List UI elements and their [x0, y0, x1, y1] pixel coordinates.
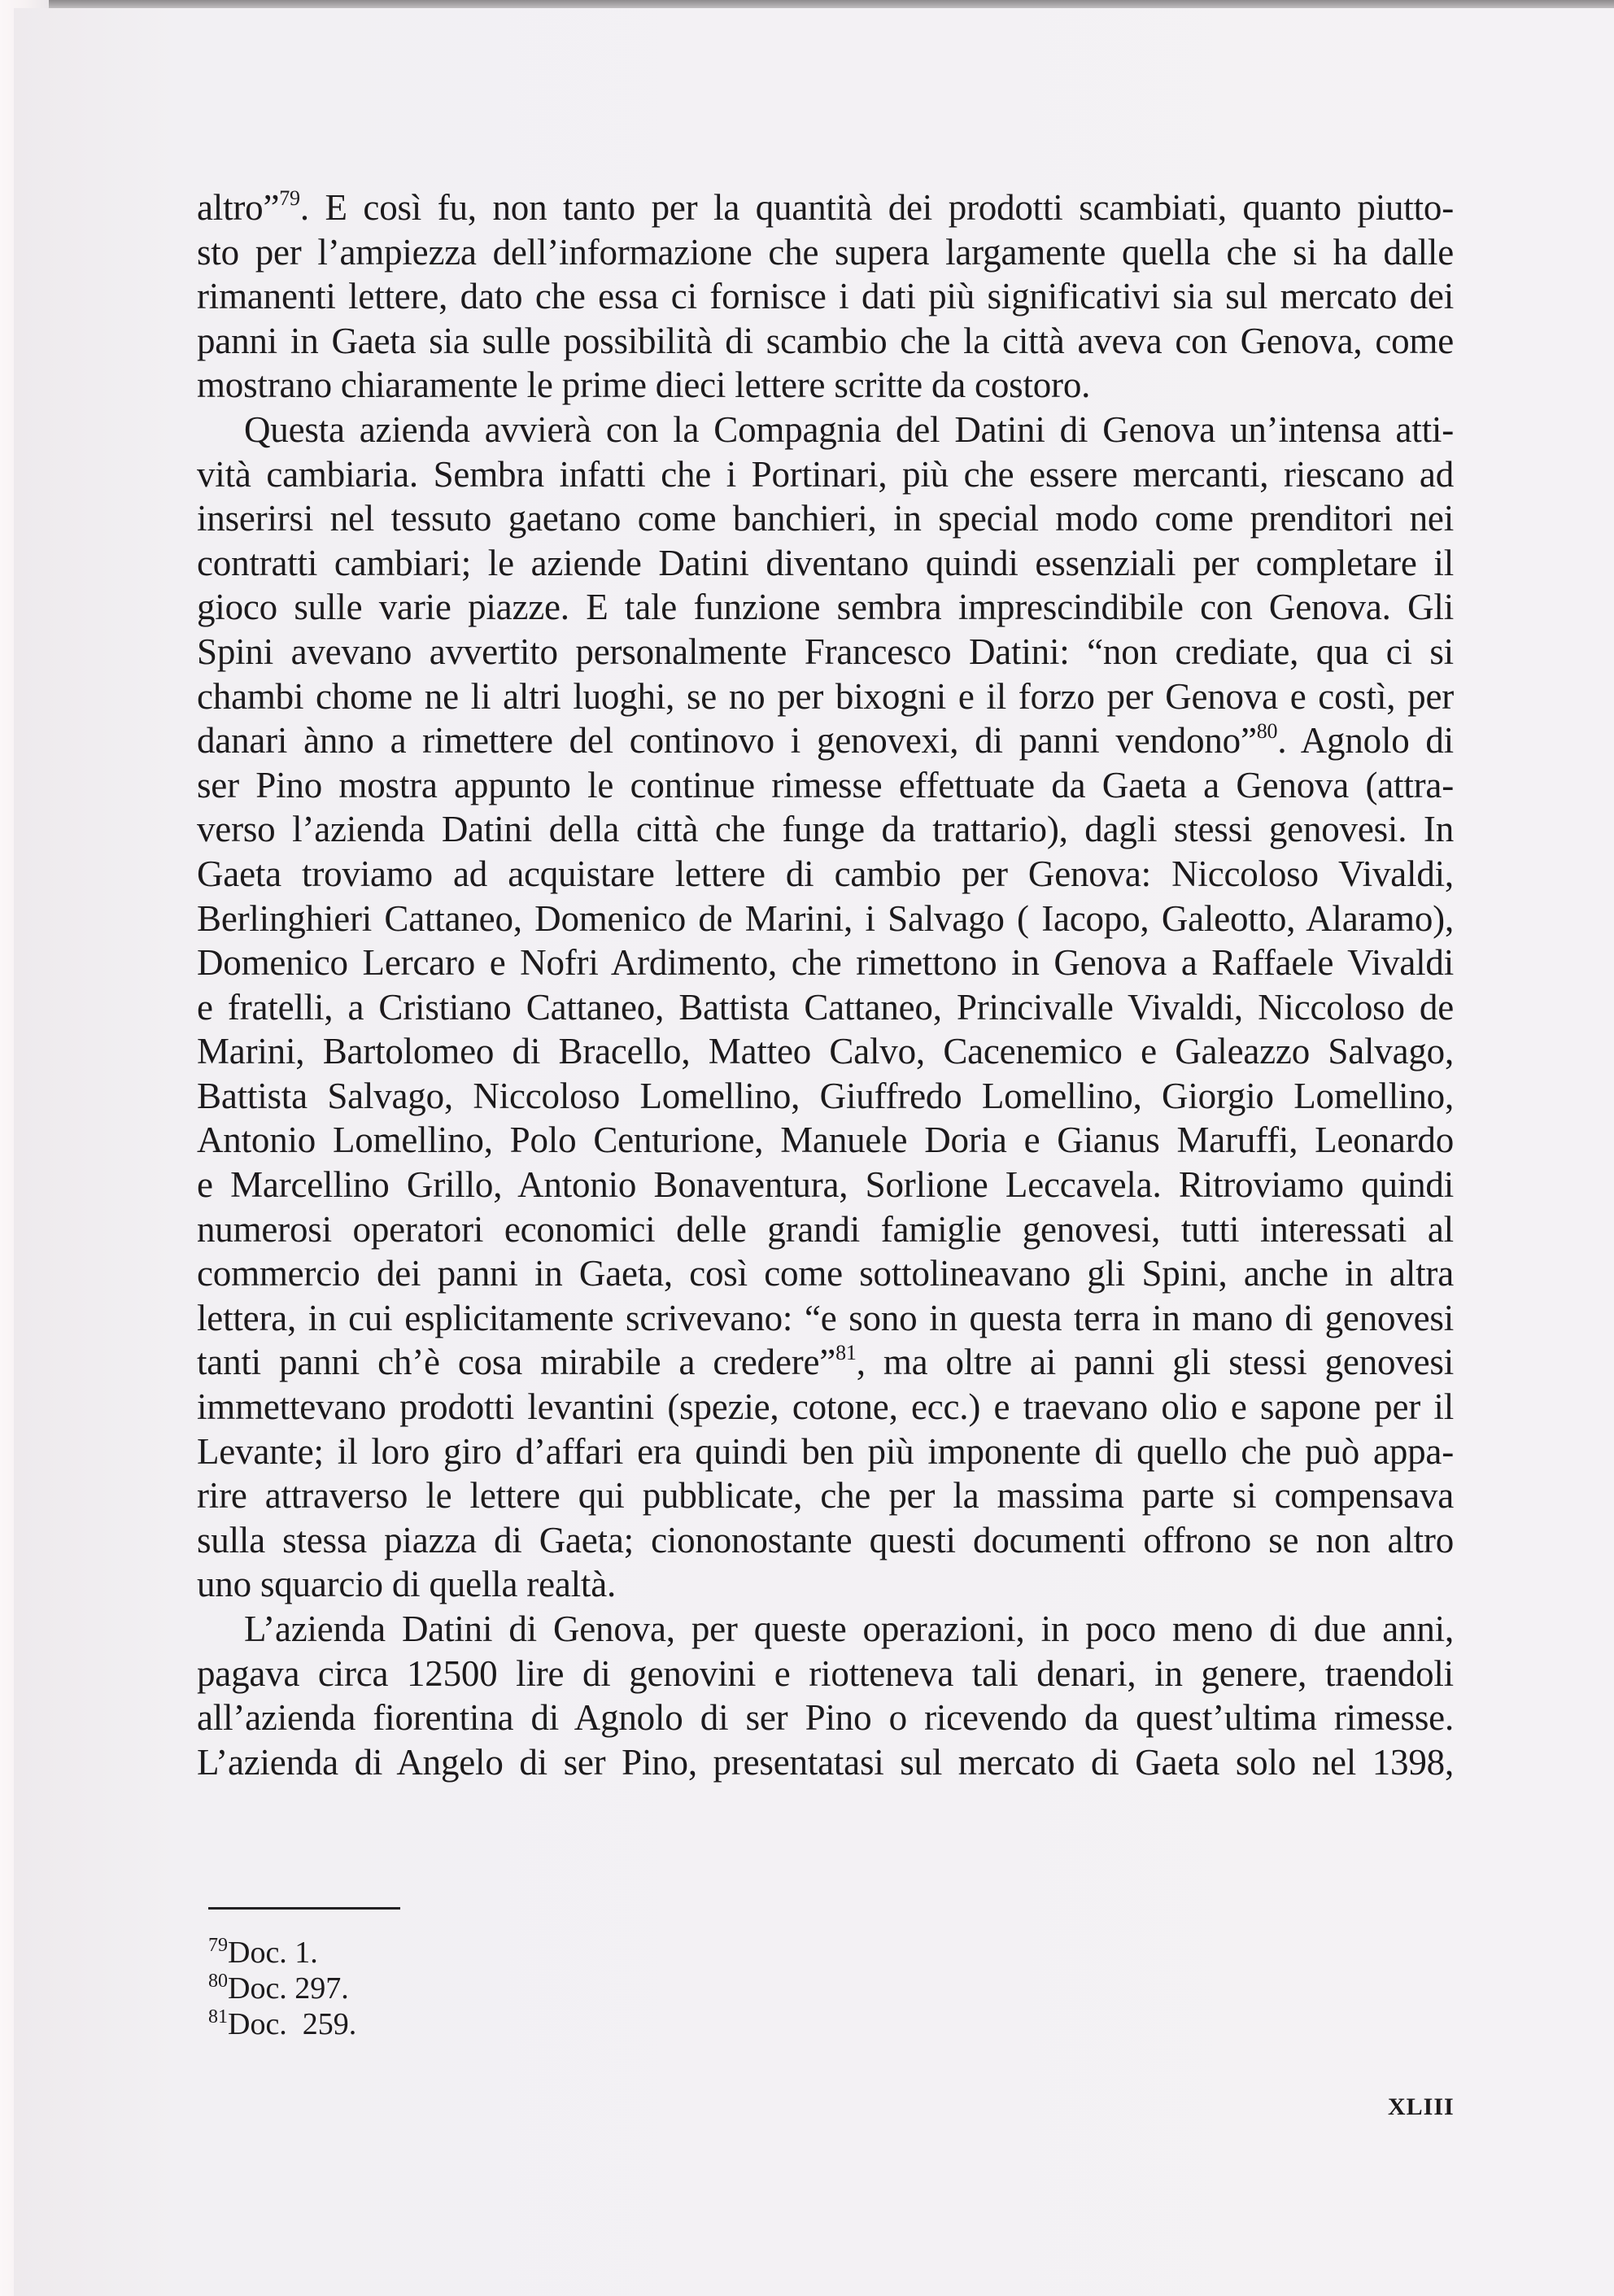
footnote-79: [208, 1935, 356, 1971]
text-run: contratti cambiari; le aziende Datini diventano quindi essenziali per completare il: [197, 542, 1454, 583]
footnote-number: 79: [208, 1935, 228, 1956]
text-line: [197, 718, 1454, 763]
text-line: [197, 1118, 1454, 1163]
text-line: [197, 1296, 1454, 1341]
text-line: [197, 1074, 1454, 1119]
text-line: [197, 674, 1454, 719]
text-run: commercio dei panni in Gaeta, così come sottolineavano gli Spini, anche in altra: [197, 1253, 1454, 1294]
text-run: Spini avevano avvertito personalmente Francesco Datini: “non crediate, qua ci si: [197, 631, 1454, 672]
text-run: uno squarcio di quella realtà.: [197, 1564, 617, 1605]
text-run: all’azienda fiorentina di Agnolo di ser Pino o ricevendo da quest’ultima rimesse.: [197, 1697, 1454, 1739]
text-line: [197, 1163, 1454, 1207]
text-line: [197, 1207, 1454, 1252]
text-run: Levante; il loro giro d’affari era quindi ben più imponente di quello che può appa-: [197, 1430, 1454, 1472]
footnote-reference[interactable]: 80: [1256, 719, 1278, 744]
text-line: [197, 941, 1454, 985]
text-line: [197, 1562, 1454, 1607]
text-run: L’azienda di Angelo di ser Pino, presentatasi sul mercato di Gaeta solo nel 1398,: [197, 1741, 1454, 1783]
text-line: [197, 1430, 1454, 1474]
text-line: [197, 319, 1454, 364]
text-run: tanti panni ch’è cosa mirabile a credere”: [197, 1342, 836, 1383]
text-run: Marini, Bartolomeo di Bracello, Matteo Calvo, Cacenemico e Galeazzo Salvago,: [197, 1031, 1454, 1072]
text-line: [197, 897, 1454, 941]
text-run: ser Pino mostra appunto le continue rimesse effettuate da Gaeta a Genova (attra-: [197, 764, 1454, 805]
text-line: [197, 363, 1454, 408]
text-run: danari ànno a rimettere del continovo i genovexi, di panni vendono”: [197, 720, 1257, 762]
text-line: [197, 186, 1454, 230]
text-run: rire attraverso le lettere qui pubblicate, che per la massima parte si compensava: [197, 1475, 1454, 1517]
text-run: vità cambiaria. Sembra infatti che i Portinari, più che essere mercanti, riescano ad: [197, 453, 1454, 495]
text-line: [197, 541, 1454, 586]
footnote-80: [208, 1971, 356, 2006]
text-run: sto per l’ampiezza dell’informazione che supera largamente quella che si ha dalle: [197, 231, 1454, 273]
footnote-number: 80: [208, 1971, 228, 1992]
text-line: [197, 1607, 1454, 1652]
footnote-reference[interactable]: 81: [835, 1341, 857, 1365]
text-run: inserirsi nel tessuto gaetano come banchieri, in special modo come prenditori nei: [197, 498, 1454, 539]
text-line: [197, 763, 1454, 808]
footnote-text: Doc. 259.: [228, 2007, 357, 2041]
text-line: [197, 985, 1454, 1030]
text-run: Domenico Lercaro e Nofri Ardimento, che rimettono in Genova a Raffaele Vivaldi: [197, 942, 1454, 984]
text-run: Battista Salvago, Niccoloso Lomellino, Giuffredo Lomellino, Giorgio Lomellino,: [197, 1075, 1454, 1116]
text-line: [197, 1251, 1454, 1296]
text-run: Berlinghieri Cattaneo, Domenico de Marini, i Salvago ( Iacopo, Galeotto, Alaramo),: [197, 897, 1454, 939]
text-line: [197, 452, 1454, 497]
text-line: [197, 1518, 1454, 1563]
text-run: verso l’azienda Datini della città che funge da trattario), dagli stessi genovesi. In: [197, 809, 1454, 850]
text-run: . E così fu, non tanto per la quantità dei prodotti scambiati, quanto piutto-: [299, 187, 1454, 228]
page-number: XLIII: [1388, 2093, 1455, 2120]
text-line: [197, 585, 1454, 630]
text-run: chambi chome ne li altri luoghi, se no per bixogni e il forzo per Genova e costì, per: [197, 675, 1454, 717]
footnote-text: Doc. 1.: [228, 1936, 318, 1970]
footnote-text: Doc. 297.: [228, 1971, 349, 2006]
text-line: [197, 274, 1454, 319]
paragraph: [197, 408, 1454, 1607]
text-line: [197, 1652, 1454, 1696]
text-run: e Marcellino Grillo, Antonio Bonaventura, Sorlione Leccavela. Ritroviamo quindi: [197, 1164, 1454, 1206]
text-run: pagava circa 12500 lire di genovini e riotteneva tali denari, in genere, traendoli: [197, 1652, 1454, 1694]
text-line: [197, 496, 1454, 541]
paragraph: [197, 1607, 1454, 1784]
text-run: sulla stessa piazza di Gaeta; ciononostante questi documenti offrono se non altro: [197, 1519, 1454, 1560]
footnotes: [208, 1935, 356, 2042]
text-line: [197, 630, 1454, 674]
text-run: panni in Gaeta sia sulle possibilità di scambio che la città aveva con Genova, come: [197, 320, 1454, 361]
text-run: e fratelli, a Cristiano Cattaneo, Battista Cattaneo, Princivalle Vivaldi, Niccoloso de: [197, 986, 1454, 1028]
text-run: , ma oltre ai panni gli stessi genovesi: [856, 1342, 1454, 1383]
text-line: [197, 1473, 1454, 1518]
text-run: rimanenti lettere, dato che essa ci fornisce i dati più significativi sia sul mercato dei: [197, 276, 1454, 317]
text-run: gioco sulle varie piazze. E tale funzione sembra imprescindibile con Genova. Gli: [197, 587, 1454, 628]
text-run: . Agnolo di: [1277, 720, 1454, 762]
text-line: [197, 408, 1454, 452]
paragraph: [197, 186, 1454, 408]
text-line: [197, 1696, 1454, 1740]
footnote-separator: [208, 1907, 400, 1910]
text-line: [197, 230, 1454, 275]
text-run: mostrano chiaramente le prime dieci lettere scritte da costoro.: [197, 364, 1091, 406]
text-run: altro”: [197, 187, 280, 228]
body-text: [197, 186, 1454, 1784]
text-run: immettevano prodotti levantini (spezie, cotone, ecc.) e traevano olio e sapone per il: [197, 1386, 1454, 1428]
footnote-81: [208, 2006, 356, 2042]
footnote-number: 81: [208, 2006, 228, 2028]
text-line: [197, 1340, 1454, 1385]
text-line: [197, 807, 1454, 852]
text-line: [197, 1029, 1454, 1074]
text-run: Questa azienda avvierà con la Compagnia del Datini di Genova un’intensa atti-: [244, 408, 1454, 450]
text-run: L’azienda Datini di Genova, per queste operazioni, in poco meno di due anni,: [244, 1609, 1454, 1649]
text-line: [197, 1740, 1454, 1785]
text-line: [197, 1385, 1454, 1430]
text-run: numerosi operatori economici delle grandi famiglie genovesi, tutti interessati al: [197, 1208, 1454, 1250]
text-line: [197, 852, 1454, 897]
footnote-reference[interactable]: 79: [279, 186, 300, 210]
text-run: Antonio Lomellino, Polo Centurione, Manuele Doria e Gianus Maruffi, Leonardo: [197, 1120, 1454, 1161]
text-run: lettera, in cui esplicitamente scrivevano: “e sono in questa terra in mano di genovesi: [197, 1297, 1454, 1338]
text-run: Gaeta troviamo ad acquistare lettere di cambio per Genova: Niccoloso Vivaldi,: [197, 853, 1454, 894]
